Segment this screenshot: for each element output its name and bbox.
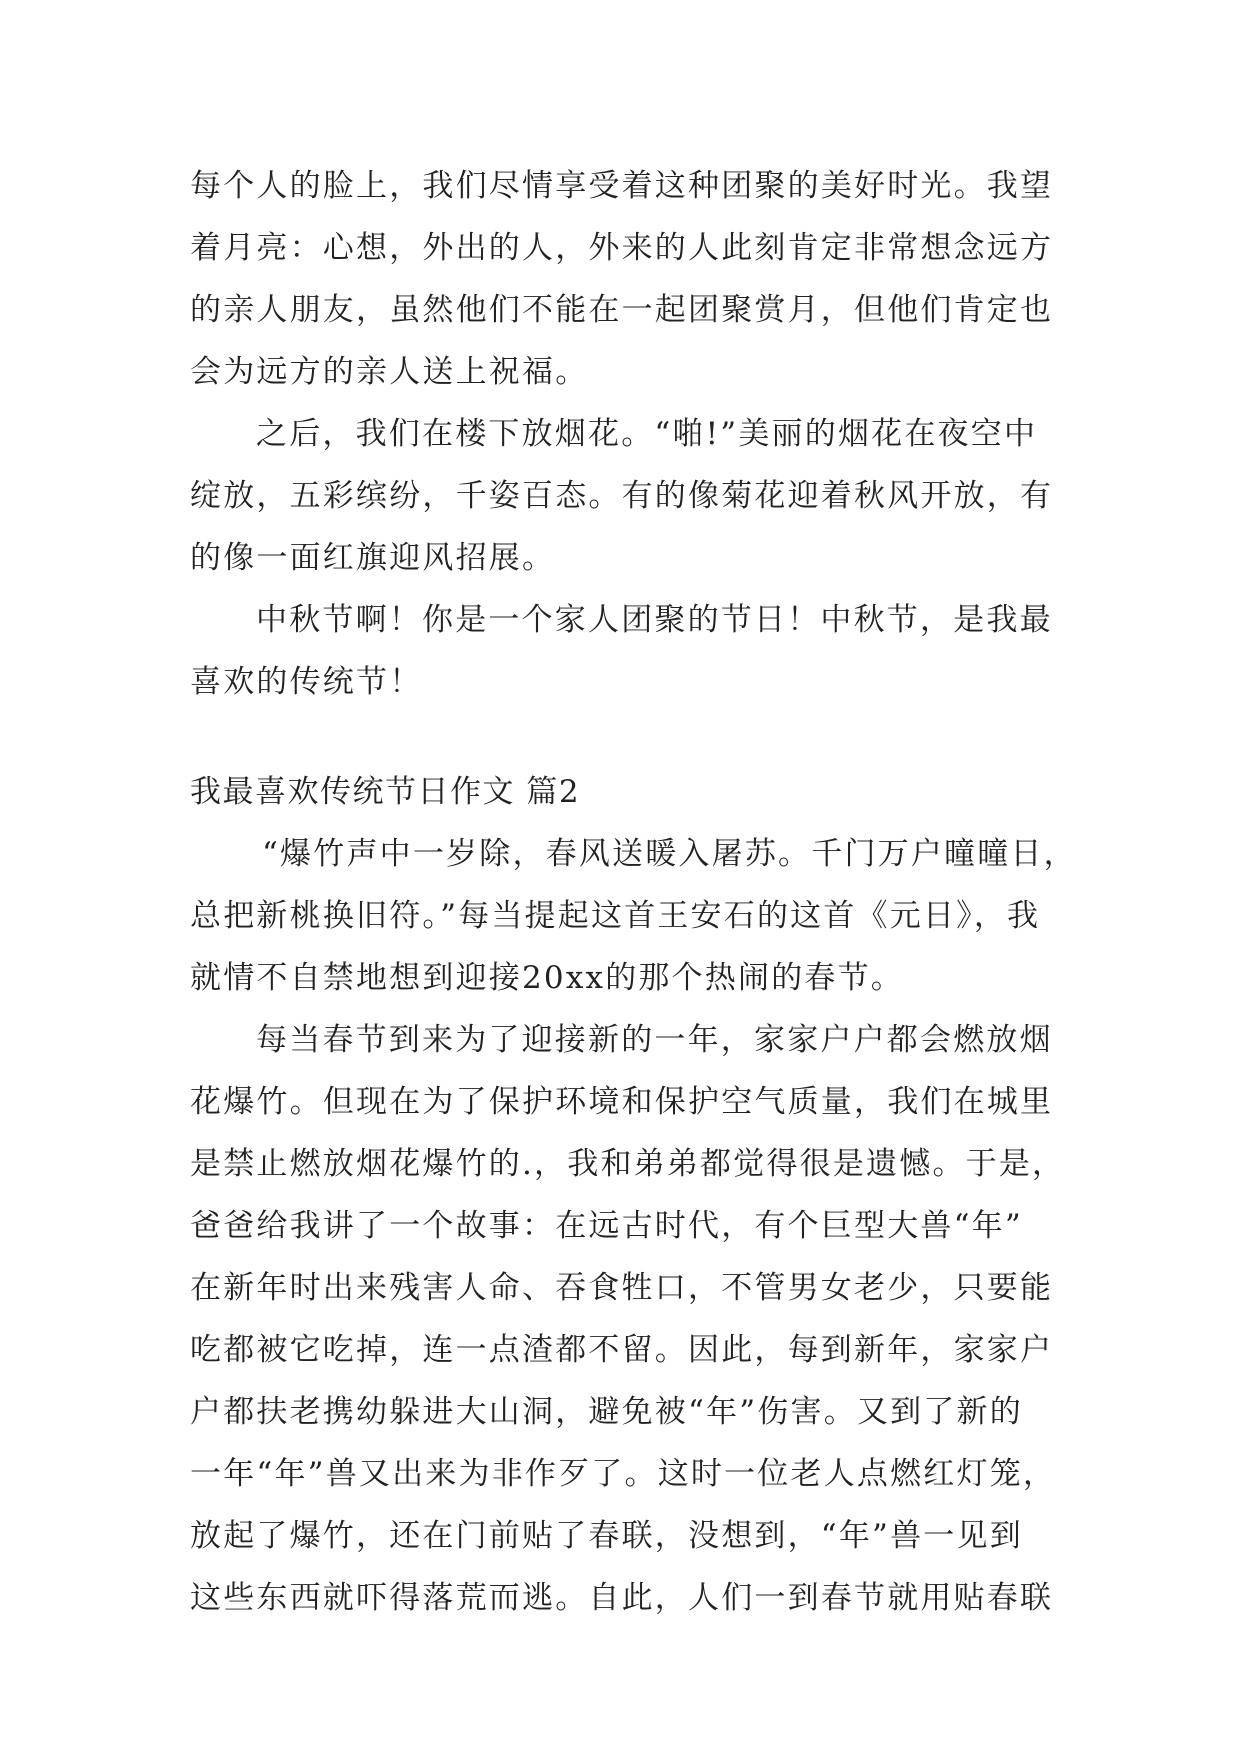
section-paragraph-2-line-9: 放起了爆竹，还在门前贴了春联，没想到，“年”兽一见到	[190, 1518, 1023, 1554]
section-paragraph-2-line-7: 户都扶老携幼躲进大山洞，避免被“年”伤害。又到了新的	[190, 1394, 1023, 1430]
section-paragraph-2-line-6: 吃都被它吃掉，连一点渣都不留。因此，每到新年，家家户	[190, 1332, 1054, 1368]
paragraph-1-line-3: 的亲人朋友，虽然他们不能在一起团聚赏月，但他们肯定也	[190, 292, 1054, 328]
section-paragraph-1-line-3: 就情不自禁地想到迎接20xx的那个热闹的春节。	[190, 960, 905, 996]
section-paragraph-1-line-1: “爆竹声中一岁除，春风送暖入屠苏。千门万户曈曈日，	[262, 836, 1077, 872]
paragraph-3-line-2: 喜欢的传统节！	[190, 664, 423, 700]
paragraph-1-line-4: 会为远方的亲人送上祝福。	[190, 354, 589, 390]
section-paragraph-2-line-5: 在新年时出来残害人命、吞食牲口，不管男女老少，只要能	[190, 1270, 1054, 1306]
paragraph-2-line-2: 绽放，五彩缤纷，千姿百态。有的像菊花迎着秋风开放，有	[190, 478, 1054, 514]
section-paragraph-2-line-3: 是禁止燃放烟花爆竹的.，我和弟弟都觉得很是遗憾。于是，	[190, 1146, 1066, 1182]
section-paragraph-1-line-2: 总把新桃换旧符。”每当提起这首王安石的这首《元日》，我	[190, 898, 1041, 934]
paragraph-3-line-1: 中秋节啊！你是一个家人团聚的节日！中秋节，是我最	[256, 602, 1053, 638]
paragraph-2-line-1: 之后，我们在楼下放烟花。“啪!”美丽的烟花在夜空中	[256, 416, 1038, 452]
section-paragraph-2-line-2: 花爆竹。但现在为了保护环境和保护空气质量，我们在城里	[190, 1084, 1054, 1120]
paragraph-2-line-3: 的像一面红旗迎风招展。	[190, 540, 556, 576]
section-paragraph-2-line-1: 每当春节到来为了迎接新的一年，家家户户都会燃放烟	[256, 1022, 1053, 1058]
section-paragraph-2-line-10: 这些东西就吓得落荒而逃。自此，人们一到春节就用贴春联	[190, 1580, 1054, 1616]
section-paragraph-2-line-8: 一年“年”兽又出来为非作歹了。这时一位老人点燃红灯笼，	[190, 1456, 1057, 1492]
paragraph-1-line-2: 着月亮：心想，外出的人，外来的人此刻肯定非常想念远方	[190, 230, 1054, 266]
section-paragraph-2-line-4: 爸爸给我讲了一个故事：在远古时代，有个巨型大兽“年”	[190, 1208, 1023, 1244]
section-title: 我最喜欢传统节日作文 篇2	[190, 774, 581, 810]
paragraph-1-line-1: 每个人的脸上，我们尽情享受着这种团聚的美好时光。我望	[190, 168, 1054, 204]
